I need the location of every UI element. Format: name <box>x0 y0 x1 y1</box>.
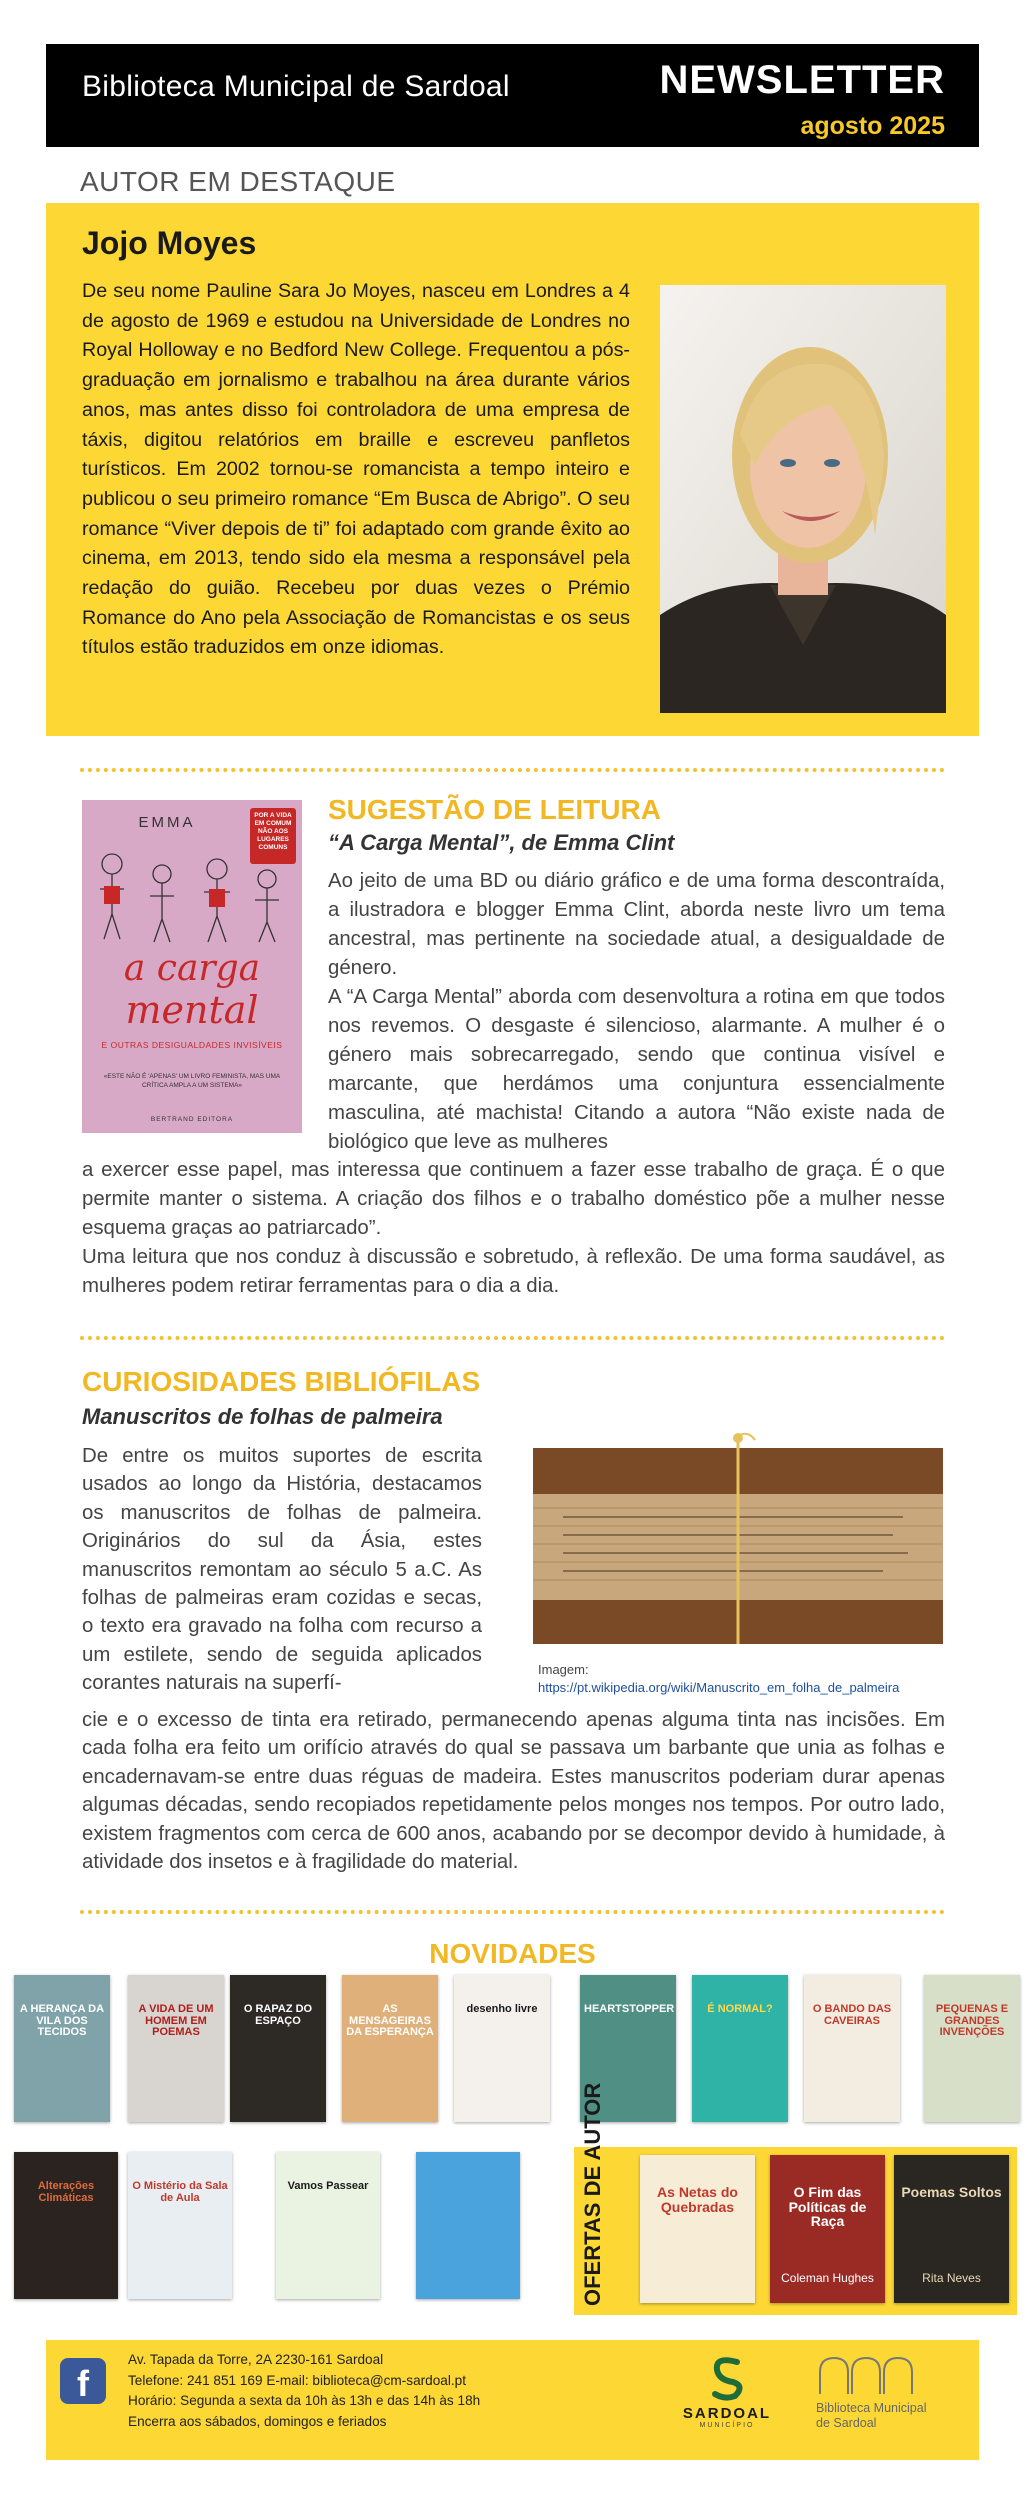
newsletter-header <box>46 44 979 147</box>
footer-phone-email: Telefone: 241 851 169 E-mail: biblioteca@cm-sardoal.pt <box>128 2372 466 2388</box>
book-title: HEARTSTOPPER <box>584 2003 675 2015</box>
section-divider <box>80 1336 945 1340</box>
book-title: desenho livre <box>466 2003 538 2015</box>
row2-book-cover <box>276 2152 380 2299</box>
footer-hours: Horário: Segunda a sexta da 10h às 13h e das 14h às 18h <box>128 2393 481 2408</box>
sardoal-logo-text: SARDOAL <box>682 2405 772 2422</box>
section-divider <box>80 768 945 772</box>
suggestion-paragraph-2a: A “A Carga Mental” aborda com desenvoltura a rotina em que todos nos revemos. O desgaste é silencioso, alarmante. A mulher é o género mais sobrecarregado, sendo que continua visível e marcante, que herdámos uma conjuntura essencialmente masculina, até machista! Citando a autora “Não existe nada de biológico que leve as mulheres <box>328 986 945 1153</box>
book-cover-a-carga-mental <box>82 800 302 1133</box>
book-author: Coleman Hughes <box>781 2271 874 2286</box>
author-bio: De seu nome Pauline Sara Jo Moyes, nasceu em Londres a 4 de agosto de 1969 e estudou na Universidade de Londres no Royal Holloway e no Bedford New College. Frequentou a pós-graduação em jornalismo e trabalhou na área durante vários anos, mas antes disso foi controladora de uma empresa de táxis, digitou relatórios em braille e escreveu panfletos turísticos. Em 2002 tornou-se romancista a tempo inteiro e publicou o seu primeiro romance “Em Busca de Abrigo”. O seu romance “Viver depois de ti” foi adaptado com grande êxito ao cinema, em 2013, tendo sido ela mesma a responsável pela redação do guião. Recebeu por duas vezes o Prémio Romance do Ano pela Associação de Romancistas e os seus títulos estão traduzidos em onze idiomas. <box>82 280 630 659</box>
curiosities-paragraph-2: cie e o excesso de tinta era retirado, permanecendo apenas alguma tinta nas incisões. Em cada folha era feito um orifício através do qual se passava um barbante que unia as folhas e encadernavam-se entre duas réguas de madeira. Estes manuscritos poderiam durar apenas algumas décadas, sendo recopiados repetidamente pelos monges nos tempos. Por outro lado, existem fragmentos com cerca de 600 anos, acabando por se decompor devido à humidade, à atividade dos insetos e à fragilidade do material. <box>82 1709 945 1874</box>
sardoal-logo <box>682 2354 772 2429</box>
caption-wikipedia-link[interactable]: https://pt.wikipedia.org/wiki/Manuscrito_em_folha_de_palmeira <box>538 1680 900 1695</box>
sardoal-s-icon <box>707 2354 747 2400</box>
cover-publisher: BERTRAND EDITORA <box>150 1116 234 1123</box>
suggestion-paragraph-3: Uma leitura que nos conduz à discussão e sobretudo, à reflexão. De uma forma saudável, as mulheres podem retirar ferramentas para o dia a dia. <box>82 1246 945 1297</box>
cover-title-line1: a carga <box>123 948 261 989</box>
offers-book-cover <box>770 2155 885 2303</box>
row1-book-cover <box>804 1975 900 2122</box>
book-title: O Fim das Políticas de Raça <box>788 2184 867 2230</box>
cover-badge: POR A VIDA EM COMUM NÃO AOS LUGARES COMUNS <box>250 808 296 864</box>
row1-book-cover <box>924 1975 1020 2122</box>
footer-address: Av. Tapada da Torre, 2A 2230-161 Sardoal <box>128 2352 384 2367</box>
book-title: A HERANÇA DA VILA DOS TECIDOS <box>19 2003 105 2039</box>
author-offers-books <box>632 2155 1022 2305</box>
row2-book-cover <box>14 2152 118 2299</box>
facebook-icon[interactable]: f <box>60 2358 106 2404</box>
featured-author-box <box>46 203 979 736</box>
library-logo <box>816 2354 966 2431</box>
library-logo-text-2: de Sardoal <box>816 2416 877 2430</box>
author-portrait-illustration <box>660 285 946 713</box>
cover-author: EMMA <box>138 814 196 831</box>
cover-quote: «ESTE NÃO É 'APENAS' UM LIVRO FEMINISTA, MAS UMA CRÍTICA AMPLA A UM SISTEMA» <box>103 1073 281 1089</box>
row2-book-cover <box>128 2152 232 2299</box>
offers-book-cover <box>894 2155 1009 2303</box>
book-title: O Mistério da Sala de Aula <box>132 2180 228 2204</box>
book-author: Rita Neves <box>922 2271 981 2286</box>
book-title: Poemas Soltos <box>901 2184 1002 2200</box>
author-offers-label <box>580 2082 624 2306</box>
cover-subtitle: E OUTRAS DESIGUALDADES INVISÍVEIS <box>101 1040 283 1050</box>
new-arrivals-row-1 <box>0 1975 1025 2125</box>
row2-book-cover <box>416 2152 520 2299</box>
new-arrivals-title: NOVIDADES <box>429 1938 596 1969</box>
curiosities-body-left <box>82 1442 482 1698</box>
author-offers-label-line1: OFERTAS DE AUTOR <box>580 2082 605 2306</box>
section-label-featured-author: AUTOR EM DESTAQUE <box>80 166 396 197</box>
caption-prefix: Imagem: <box>538 1662 589 1677</box>
row1-book-cover <box>128 1975 224 2122</box>
palm-leaf-manuscript-illustration <box>533 1430 943 1652</box>
author-photo <box>660 285 946 713</box>
book-title: É NORMAL? <box>707 2003 773 2015</box>
book-title: Alterações Climáticas <box>37 2180 95 2204</box>
reading-suggestion-title: SUGESTÃO DE LEITURA <box>328 794 661 825</box>
reading-suggestion-body-full <box>82 1156 945 1301</box>
book-title: O BANDO DAS CAVEIRAS <box>812 2003 892 2027</box>
curiosities-title: CURIOSIDADES BIBLIÓFILAS <box>82 1366 481 1397</box>
newsletter-title: NEWSLETTER <box>659 58 945 102</box>
offers-book-cover <box>640 2155 755 2303</box>
palm-leaf-manuscript-image <box>533 1430 943 1652</box>
reading-suggestion-body-right <box>328 867 945 1157</box>
cover-title-line2: mental <box>125 988 259 1032</box>
book-title: PEQUENAS E GRANDES INVENÇÕES <box>935 2003 1009 2039</box>
suggestion-paragraph-2b: a exercer esse papel, mas interessa que continuem a fazer esse trabalho de graça. É o que permite manter o sistema. A criação dos filhos e o trabalho doméstico põe a mulher nesse esquema graças ao patriarcado”. <box>82 1159 945 1239</box>
row1-book-cover <box>342 1975 438 2122</box>
section-divider <box>80 1910 945 1914</box>
curiosities-paragraph-1: De entre os muitos suportes de escrita usados ao longo da História, destacamos os manuscritos de folhas de palmeira. Originários do sul da Ásia, estes manuscritos remontam ao século 5 a.C. As folhas de palmeiras eram cozidas e secas, o texto era gravado na folha com recurso a um estilete, sendo de seguida aplicados corantes naturais na superfí- <box>82 1445 482 1695</box>
newsletter-date: agosto 2025 <box>800 112 945 140</box>
book-title: A VIDA DE UM HOMEM EM POEMAS <box>138 2003 214 2039</box>
book-title: Vamos Passear <box>287 2180 369 2192</box>
suggestion-paragraph-1: Ao jeito de uma BD ou diário gráfico e de uma forma descontraída, a ilustradora e blogger Emma Clint, aborda neste livro um tema ancestral, mas pertinente na sociedade atual, a desigualdade de género. <box>328 870 945 979</box>
footer <box>46 2340 979 2460</box>
library-logo-arches-icon <box>816 2354 916 2396</box>
row1-book-cover <box>692 1975 788 2122</box>
row1-book-cover <box>230 1975 326 2122</box>
curiosities-body-full <box>82 1706 945 1876</box>
footer-contacts <box>128 2350 480 2432</box>
row1-book-cover <box>454 1975 550 2122</box>
cover-illustration-figures <box>82 834 302 944</box>
book-title: As Netas do Quebradas <box>657 2184 738 2215</box>
book-title: O RAPAZ DO ESPAÇO <box>243 2003 313 2027</box>
curiosities-subtitle: Manuscritos de folhas de palmeira <box>82 1404 443 1429</box>
sardoal-logo-sub: MUNICÍPIO <box>699 2422 755 2429</box>
library-logo-text-1: Biblioteca Municipal <box>816 2401 927 2415</box>
new-arrivals-row-2 <box>0 2152 580 2302</box>
author-name: Jojo Moyes <box>82 225 257 261</box>
manuscript-image-caption <box>538 1661 946 1697</box>
library-name: Biblioteca Municipal de Sardoal <box>82 70 510 103</box>
row1-book-cover <box>14 1975 110 2122</box>
reading-suggestion-subtitle: “A Carga Mental”, de Emma Clint <box>328 830 675 855</box>
book-title: AS MENSAGEIRAS DA ESPERANÇA <box>346 2003 434 2039</box>
footer-closed: Encerra aos sábados, domingos e feriados <box>128 2413 387 2429</box>
